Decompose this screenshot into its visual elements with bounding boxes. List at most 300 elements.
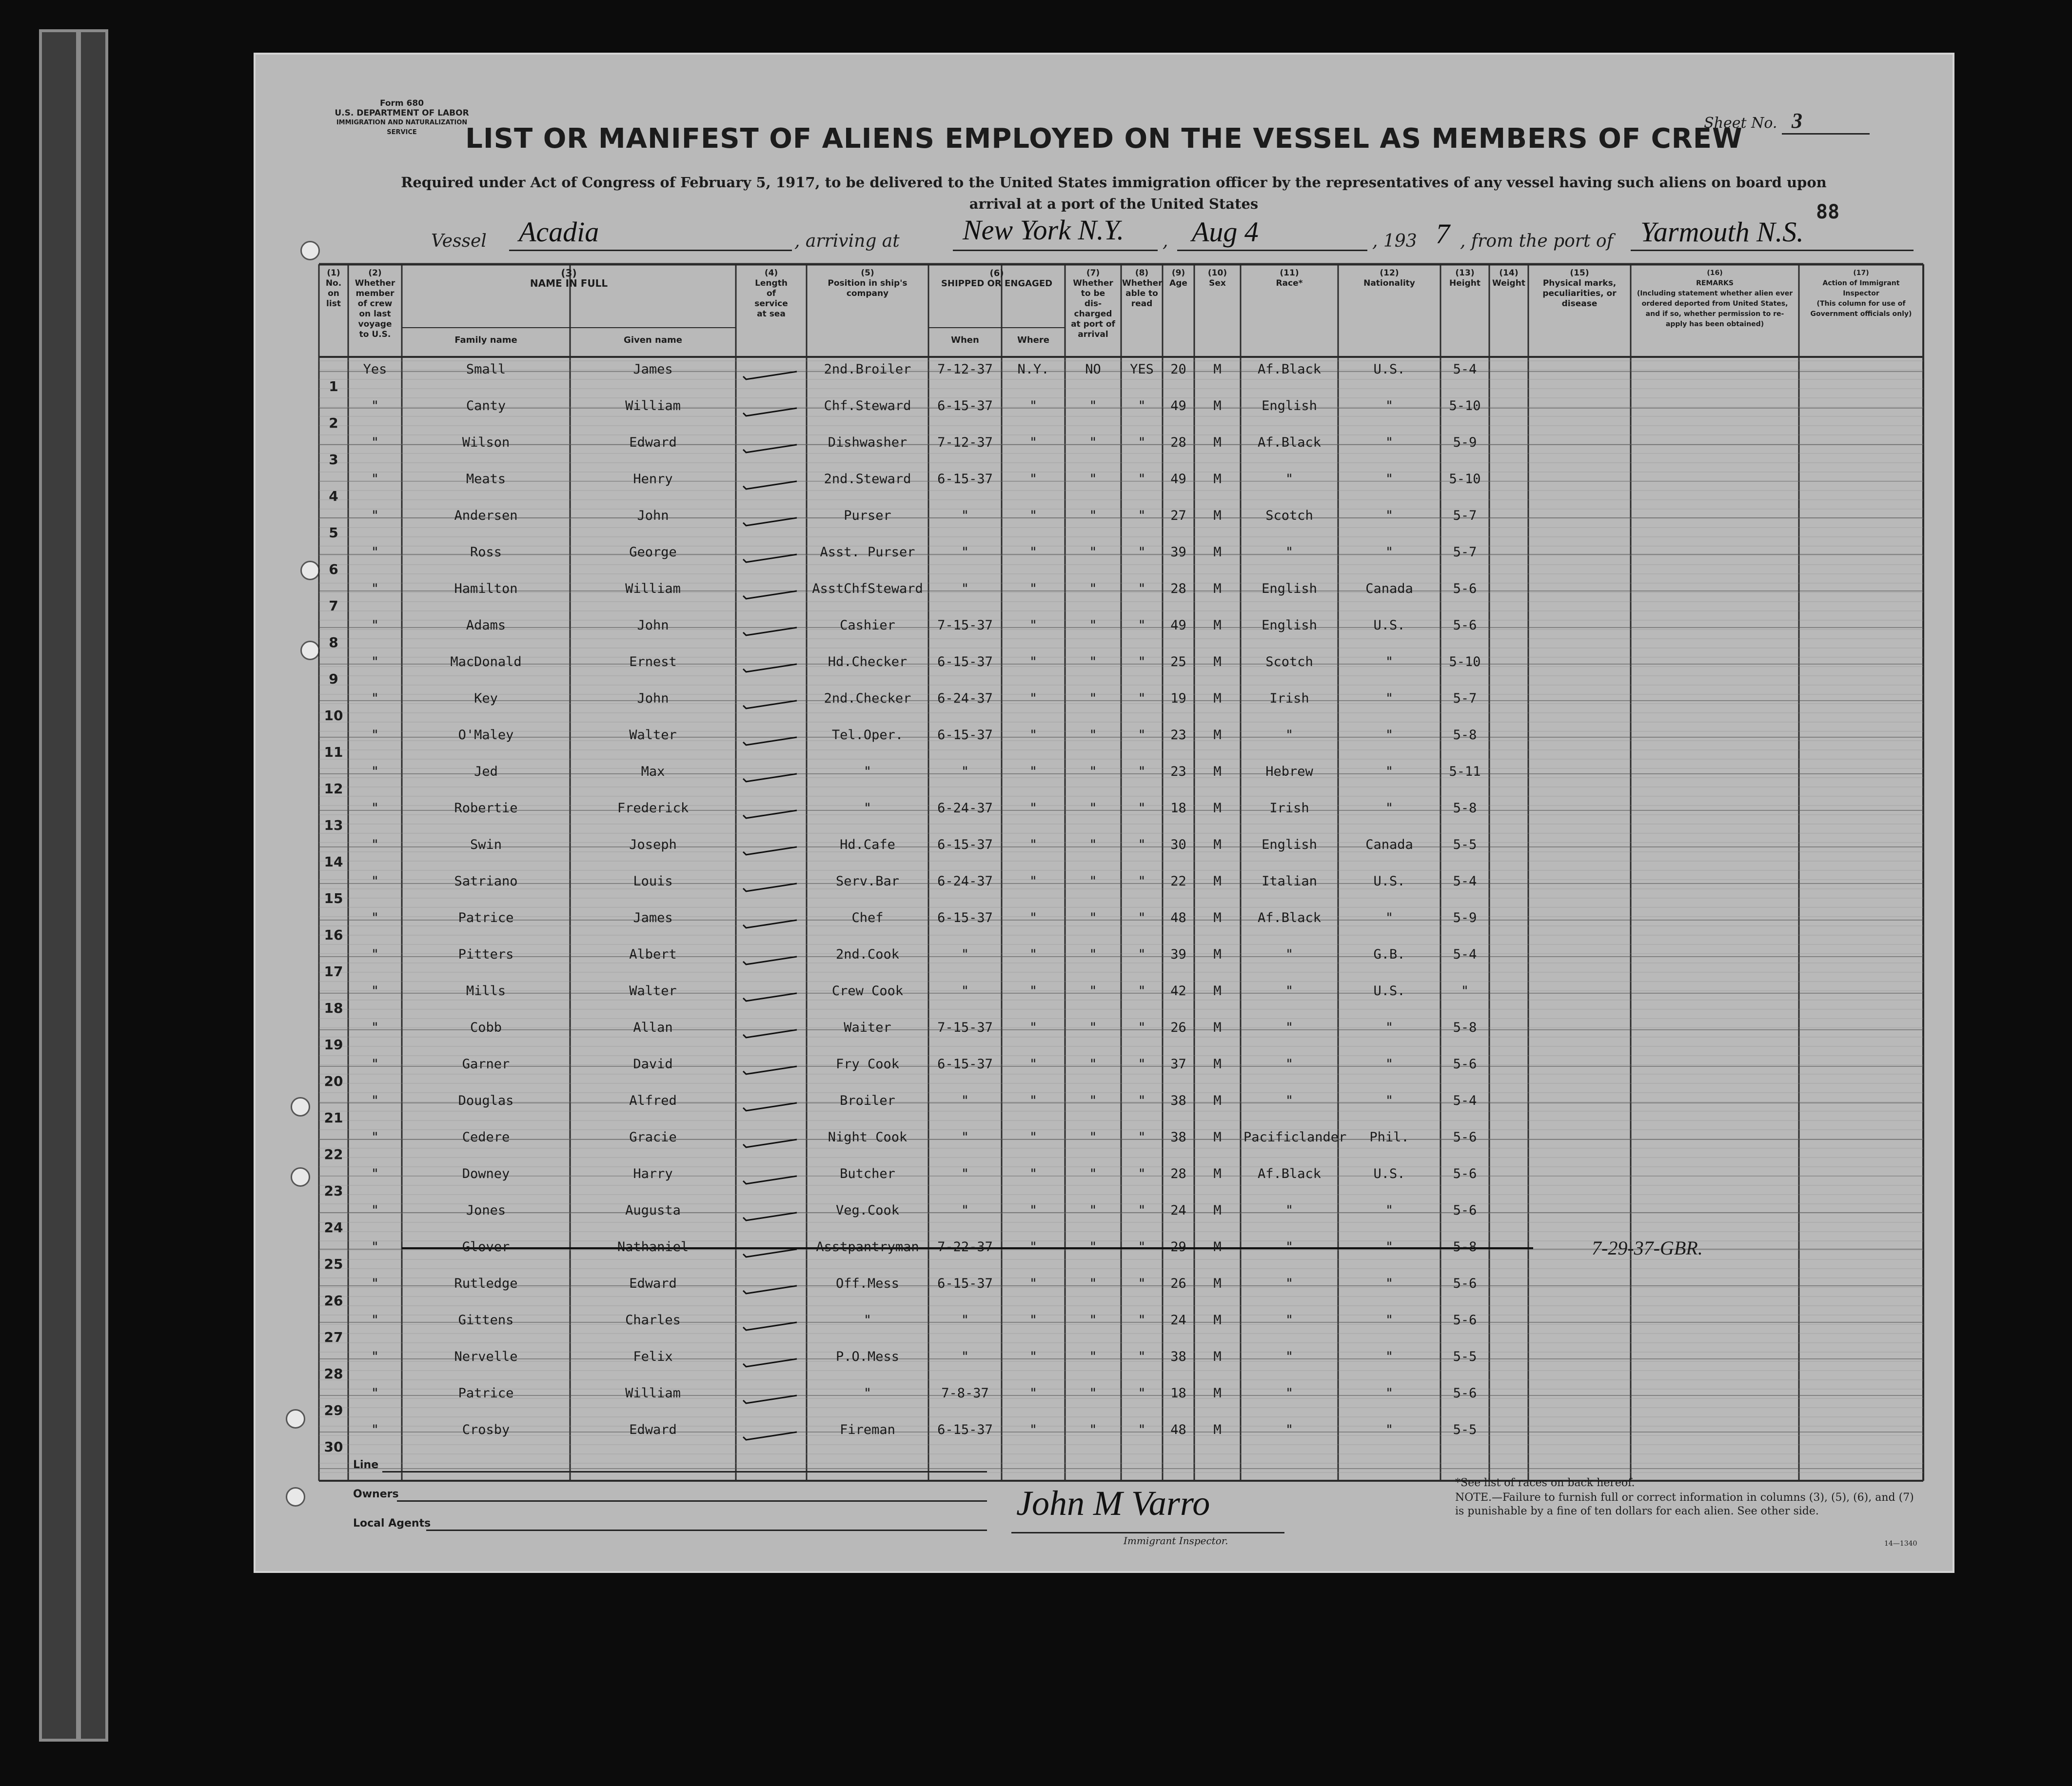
cell-nat: U.S. (1373, 362, 1405, 377)
row-number: 4 (329, 488, 338, 504)
cell-family: Cobb (470, 1020, 502, 1035)
cell-read: " (1138, 764, 1146, 779)
cell-crew: " (371, 435, 379, 450)
cell-race: " (1285, 1093, 1294, 1108)
cell-family: Patrice (458, 910, 514, 925)
service-check-mark (743, 1213, 797, 1220)
cell-height: 5-9 (1453, 910, 1477, 925)
cell-family: Small (466, 362, 506, 377)
cell-where: " (1029, 1166, 1038, 1181)
cell-given: Henry (633, 471, 673, 487)
cell-race: " (1285, 1422, 1294, 1437)
cell-read: " (1138, 1239, 1146, 1255)
cell-nat: " (1385, 435, 1394, 450)
cell-nat: " (1385, 801, 1394, 816)
cell-crew: " (371, 1166, 379, 1181)
background-page-edge (39, 29, 79, 1742)
cell-given: Frederick (617, 801, 689, 816)
cell-race: English (1262, 618, 1317, 633)
cell-height: 5-6 (1453, 1313, 1477, 1328)
cell-given: William (625, 581, 681, 596)
cell-nat: " (1385, 1020, 1394, 1035)
cell-pos: Chf.Steward (824, 398, 911, 413)
cell-age: 28 (1170, 435, 1186, 450)
column-header-read: (8) Whether able to read (1122, 268, 1163, 309)
year-prefix: , 193 (1372, 231, 1417, 251)
cell-height: 5-4 (1453, 947, 1477, 962)
cell-height: 5-11 (1449, 764, 1481, 779)
cell-nat: " (1385, 691, 1394, 706)
cell-pos: Night Cook (828, 1130, 908, 1145)
row-number: 5 (329, 525, 338, 541)
cell-given: Walter (629, 983, 677, 999)
cell-where: " (1029, 618, 1038, 633)
cell-disch: " (1089, 801, 1097, 816)
service-check-mark (743, 1286, 797, 1294)
cell-race: " (1285, 1349, 1294, 1364)
cell-family: MacDonald (450, 654, 522, 669)
column-header-age: (9) Age (1169, 268, 1187, 288)
cell-family: Cedere (462, 1130, 510, 1145)
service-check-mark (743, 1432, 797, 1440)
cell-disch: " (1089, 1130, 1097, 1145)
cell-disch: " (1089, 1166, 1097, 1181)
row-number: 29 (324, 1402, 343, 1418)
row-number: 3 (329, 451, 338, 468)
cell-family: Wilson (462, 435, 510, 450)
row-number: 18 (324, 1000, 343, 1016)
service: IMMIGRATION AND NATURALIZATION SERVICE (336, 119, 468, 136)
cell-family: Hamilton (454, 581, 518, 596)
cell-crew: " (371, 837, 379, 852)
cell-when: 6-15-37 (937, 837, 993, 852)
cell-disch: " (1089, 581, 1097, 596)
cell-sex: M (1213, 1203, 1222, 1218)
cell-nat: Phil. (1369, 1130, 1409, 1145)
cell-nat: U.S. (1373, 983, 1405, 999)
cell-pos: Hd.Cafe (840, 837, 895, 852)
row-number: 13 (324, 817, 343, 833)
cell-family: Robertie (454, 801, 518, 816)
cell-disch: " (1089, 545, 1097, 560)
cell-read: YES (1130, 362, 1154, 377)
cell-family: Jed (474, 764, 498, 779)
cell-crew: " (371, 1057, 379, 1072)
cell-pos: " (863, 801, 872, 816)
cell-family: Ross (470, 545, 502, 560)
column-header-crew: (2) Whether member of crew on last voyage to U.S. (355, 268, 395, 339)
cell-race: " (1285, 1276, 1294, 1291)
cell-given: Louis (633, 874, 673, 889)
cell-pos: Tel.Oper. (831, 727, 904, 743)
cell-family: Canty (466, 398, 506, 413)
cell-when: 7-15-37 (937, 1020, 993, 1035)
cell-age: 26 (1170, 1020, 1186, 1035)
cell-where: " (1029, 983, 1038, 999)
cell-when: 7-15-37 (937, 618, 993, 633)
cell-nat: " (1385, 398, 1394, 413)
document-subtitle: Required under Act of Congress of February 5, 1917, to be delivered to the United States immigration officer by the representatives of any vessel having such aliens on board upon arrival at a port of the United States (401, 174, 1827, 212)
cell-sex: M (1213, 1020, 1222, 1035)
cell-given: William (625, 1386, 681, 1401)
cell-given: David (633, 1057, 673, 1072)
service-check-mark (743, 628, 797, 635)
cell-sex: M (1213, 435, 1222, 450)
cell-given: Edward (629, 1422, 677, 1437)
cell-where: " (1029, 837, 1038, 852)
column-header-action: (17) Action of Immigrant Inspector (This column for use of Government officials only) (1810, 269, 1912, 318)
service-check-mark (743, 1322, 797, 1330)
cell-sex: M (1213, 545, 1222, 560)
cell-pos: Butcher (840, 1166, 895, 1181)
cell-given: Harry (633, 1166, 673, 1181)
cell-family: Glover (462, 1239, 510, 1255)
cell-when: " (961, 581, 969, 596)
cell-sex: M (1213, 618, 1222, 633)
row-number: 6 (329, 561, 338, 577)
cell-age: 29 (1170, 1239, 1186, 1255)
cell-age: 25 (1170, 654, 1186, 669)
service-check-mark (743, 481, 797, 489)
cell-where: " (1029, 691, 1038, 706)
cell-pos: Hd.Checker (828, 654, 908, 669)
local-agents-label: Local Agents (353, 1517, 431, 1530)
cell-crew: " (371, 1020, 379, 1035)
cell-where: " (1029, 874, 1038, 889)
service-check-mark (743, 518, 797, 526)
column-header-disch: (7) Whether to be dis- charged at port of arrival (1071, 268, 1115, 339)
cell-crew: " (371, 581, 379, 596)
cell-family: Satriano (454, 874, 518, 889)
cell-age: 42 (1170, 983, 1186, 999)
print-code: 14—1340 (1884, 1540, 1917, 1548)
cell-where: N.Y. (1017, 362, 1049, 377)
cell-pos: " (863, 1386, 872, 1401)
cell-when: 6-15-37 (937, 1057, 993, 1072)
cell-age: 48 (1170, 1422, 1186, 1437)
service-check-mark (743, 1139, 797, 1147)
cell-nat: " (1385, 727, 1394, 743)
cell-family: Patrice (458, 1386, 514, 1401)
cell-when: " (961, 947, 969, 962)
cell-height: 5-5 (1453, 1349, 1477, 1364)
cell-height: 5-6 (1453, 1166, 1477, 1181)
cell-remarks: 7-29-37-GBR. (1592, 1237, 1703, 1259)
cell-when: " (961, 545, 969, 560)
cell-given: John (637, 691, 669, 706)
column-header-remarks: (16) REMARKS (Including statement whether alien ever ordered deported from United States, and if so, whether permission to re- apply has been obtained) (1637, 269, 1793, 328)
cell-sex: M (1213, 801, 1222, 816)
departure-port: Yarmouth N.S. (1640, 216, 1804, 248)
cell-disch: " (1089, 471, 1097, 487)
cell-pos: Cashier (840, 618, 895, 633)
cell-when: 6-15-37 (937, 654, 993, 669)
cell-when: " (961, 1093, 969, 1108)
service-check-mark (743, 591, 797, 599)
cell-race: Scotch (1265, 508, 1313, 523)
cell-family: Garner (462, 1057, 510, 1072)
cell-race: " (1285, 1313, 1294, 1328)
cell-given: John (637, 508, 669, 523)
row-number: 28 (324, 1366, 343, 1382)
cell-pos: 2nd.Checker (824, 691, 911, 706)
cell-crew: " (371, 947, 379, 962)
cell-pos: 2nd.Steward (824, 471, 911, 487)
cell-age: 27 (1170, 508, 1186, 523)
cell-race: " (1285, 727, 1294, 743)
service-check-mark (743, 1066, 797, 1074)
cell-where: " (1029, 1020, 1038, 1035)
cell-read: " (1138, 471, 1146, 487)
cell-disch: NO (1085, 362, 1101, 377)
cell-pos: Fireman (840, 1422, 895, 1437)
inspector-signature: John M Varro (1016, 1484, 1210, 1523)
cell-nat: U.S. (1373, 1166, 1405, 1181)
service-check-mark (743, 957, 797, 964)
cell-crew: " (371, 1239, 379, 1255)
cell-sex: M (1213, 362, 1222, 377)
row-number: 30 (324, 1439, 343, 1455)
cell-height: 5-6 (1453, 1276, 1477, 1291)
cell-crew: " (371, 691, 379, 706)
cell-given: Allan (633, 1020, 673, 1035)
cell-nat: " (1385, 1313, 1394, 1328)
column-header-race: (11) Race* (1276, 268, 1303, 288)
cell-height: 5-8 (1453, 801, 1477, 816)
service-check-mark (743, 883, 797, 891)
cell-given: Albert (629, 947, 677, 962)
cell-nat: " (1385, 1386, 1394, 1401)
inspector-label: Immigrant Inspector. (1124, 1535, 1228, 1547)
cell-when: 7-8-37 (941, 1386, 989, 1401)
column-header-weight: (14) Weight (1492, 268, 1525, 288)
cell-read: " (1138, 801, 1146, 816)
cell-disch: " (1089, 398, 1097, 413)
cell-height: 5-7 (1453, 691, 1477, 706)
cell-sex: M (1213, 508, 1222, 523)
cell-nat: " (1385, 1422, 1394, 1437)
cell-pos: 2nd.Cook (835, 947, 900, 962)
cell-disch: " (1089, 947, 1097, 962)
cell-age: 24 (1170, 1313, 1186, 1328)
cell-pos: Asstpantryman (816, 1239, 919, 1255)
cell-age: 23 (1170, 727, 1186, 743)
cell-read: " (1138, 618, 1146, 633)
arriving-label: , arriving at (794, 231, 900, 251)
row-number: 17 (324, 963, 343, 980)
cell-read: " (1138, 1276, 1146, 1291)
cell-age: 38 (1170, 1130, 1186, 1145)
cell-when: 6-15-37 (937, 727, 993, 743)
row-number: 1 (329, 378, 338, 394)
cell-nat: " (1385, 471, 1394, 487)
cell-when: " (961, 1313, 969, 1328)
cell-nat: " (1385, 1239, 1394, 1255)
cell-disch: " (1089, 508, 1097, 523)
cell-given: Alfred (629, 1093, 677, 1108)
cell-read: " (1138, 1093, 1146, 1108)
cell-height: 5-8 (1453, 1239, 1477, 1255)
cell-family: Swin (470, 837, 502, 852)
cell-where: " (1029, 1093, 1038, 1108)
cell-pos: " (863, 764, 872, 779)
cell-read: " (1138, 691, 1146, 706)
cell-read: " (1138, 1166, 1146, 1181)
column-header-nat: (12) Nationality (1363, 268, 1415, 288)
cell-read: " (1138, 910, 1146, 925)
cell-given: Joseph (629, 837, 677, 852)
cell-pos: Waiter (844, 1020, 891, 1035)
cell-height: 5-8 (1453, 727, 1477, 743)
cell-family: Mills (466, 983, 506, 999)
service-check-mark (743, 1359, 797, 1367)
row-number: 25 (324, 1256, 343, 1272)
cell-nat: Canada (1365, 837, 1413, 852)
department: U.S. DEPARTMENT OF LABOR (335, 108, 469, 118)
cell-disch: " (1089, 837, 1097, 852)
cell-when: " (961, 508, 969, 523)
cell-disch: " (1089, 654, 1097, 669)
cell-read: " (1138, 398, 1146, 413)
cell-age: 38 (1170, 1349, 1186, 1364)
row-number: 19 (324, 1037, 343, 1053)
cell-crew: " (371, 1093, 379, 1108)
cell-family: Gittens (458, 1313, 514, 1328)
penalty-note: NOTE.—Failure to furnish full or correct information in columns (3), (5), (6), and (7) is punishable by a fine of ten dollars for each alien. See other side. (1455, 1492, 1914, 1517)
cell-family: Rutledge (454, 1276, 518, 1291)
cell-race: Italian (1262, 874, 1317, 889)
cell-read: " (1138, 874, 1146, 889)
cell-disch: " (1089, 1093, 1097, 1108)
cell-where: " (1029, 654, 1038, 669)
cell-sex: M (1213, 983, 1222, 999)
cell-nat: U.S. (1373, 874, 1405, 889)
cell-height: 5-4 (1453, 362, 1477, 377)
cell-height: 5-4 (1453, 1093, 1477, 1108)
cell-crew: " (371, 1349, 379, 1364)
cell-when: 6-24-37 (937, 801, 993, 816)
cell-nat: " (1385, 545, 1394, 560)
cell-race: Af.Black (1257, 435, 1322, 450)
cell-when: " (961, 1349, 969, 1364)
cell-height: 5-10 (1449, 471, 1481, 487)
cell-family: Key (474, 691, 498, 706)
cell-read: " (1138, 581, 1146, 596)
cell-crew: " (371, 1386, 379, 1401)
cell-read: " (1138, 508, 1146, 523)
cell-sex: M (1213, 1422, 1222, 1437)
cell-where: " (1029, 471, 1038, 487)
form-number: Form 680 (379, 98, 424, 108)
cell-where: " (1029, 1239, 1038, 1255)
cell-family: Jones (466, 1203, 506, 1218)
cell-family: Douglas (458, 1093, 514, 1108)
cell-where: " (1029, 398, 1038, 413)
cell-given: Walter (629, 727, 677, 743)
cell-pos: Broiler (840, 1093, 895, 1108)
cell-age: 38 (1170, 1093, 1186, 1108)
cell-race: " (1285, 1239, 1294, 1255)
cell-sex: M (1213, 1239, 1222, 1255)
row-number: 20 (324, 1073, 343, 1089)
cell-height: 5-6 (1453, 1386, 1477, 1401)
cell-height: 5-7 (1453, 508, 1477, 523)
row-number: 10 (324, 707, 343, 724)
cell-nat: U.S. (1373, 618, 1405, 633)
cell-sex: M (1213, 581, 1222, 596)
cell-sex: M (1213, 1130, 1222, 1145)
cell-height: 5-6 (1453, 1057, 1477, 1072)
cell-sex: M (1213, 398, 1222, 413)
row-number: 21 (324, 1110, 343, 1126)
cell-read: " (1138, 1313, 1146, 1328)
cell-when: 6-15-37 (937, 471, 993, 487)
cell-read: " (1138, 727, 1146, 743)
cell-nat: " (1385, 1057, 1394, 1072)
cell-crew: " (371, 398, 379, 413)
cell-disch: " (1089, 618, 1097, 633)
row-number: 14 (324, 854, 343, 870)
cell-crew: " (371, 471, 379, 487)
row-number: 8 (329, 634, 338, 650)
row-number: 23 (324, 1183, 343, 1199)
column-header-height: (13) Height (1449, 268, 1480, 288)
cell-crew: " (371, 508, 379, 523)
cell-disch: " (1089, 1422, 1097, 1437)
cell-race: Pacificlander (1243, 1130, 1347, 1145)
service-check-mark (743, 1395, 797, 1403)
arrival-date: Aug 4 (1192, 216, 1259, 248)
cell-when: 6-24-37 (937, 691, 993, 706)
column-header-pos: (5) Position in ship's company (828, 268, 908, 298)
cell-where: " (1029, 435, 1038, 450)
cell-where: " (1029, 1276, 1038, 1291)
cell-where: " (1029, 1313, 1038, 1328)
cell-sex: M (1213, 874, 1222, 889)
document-title: LIST OR MANIFEST OF ALIENS EMPLOYED ON THE VESSEL AS MEMBERS OF CREW (465, 123, 1743, 155)
cell-age: 26 (1170, 1276, 1186, 1291)
sheet-number: 3 (1782, 108, 1870, 135)
cell-race: English (1262, 581, 1317, 596)
cell-age: 37 (1170, 1057, 1186, 1072)
vessel-name: Acadia (519, 216, 599, 248)
cell-read: " (1138, 1020, 1146, 1035)
cell-given: Augusta (625, 1203, 681, 1218)
cell-sex: M (1213, 910, 1222, 925)
cell-height: 5-5 (1453, 1422, 1477, 1437)
cell-race: Af.Black (1257, 1166, 1322, 1181)
cell-nat: " (1385, 1203, 1394, 1218)
vessel-label: Vessel (431, 231, 487, 251)
cell-height: 5-7 (1453, 545, 1477, 560)
cell-nat: " (1385, 764, 1394, 779)
cell-pos: Chef (851, 910, 884, 925)
cell-height: 5-5 (1453, 837, 1477, 852)
cell-crew: " (371, 874, 379, 889)
cell-nat: G.B. (1373, 947, 1405, 962)
owners-label: Owners (353, 1488, 399, 1500)
cell-where: " (1029, 1057, 1038, 1072)
cell-crew: " (371, 1203, 379, 1218)
cell-crew: " (371, 983, 379, 999)
cell-pos: Serv.Bar (835, 874, 900, 889)
cell-race: Irish (1269, 691, 1309, 706)
cell-where: " (1029, 1386, 1038, 1401)
cell-when: 7-12-37 (937, 435, 993, 450)
cell-when: 6-15-37 (937, 910, 993, 925)
row-number: 16 (324, 927, 343, 943)
service-check-mark (743, 408, 797, 416)
